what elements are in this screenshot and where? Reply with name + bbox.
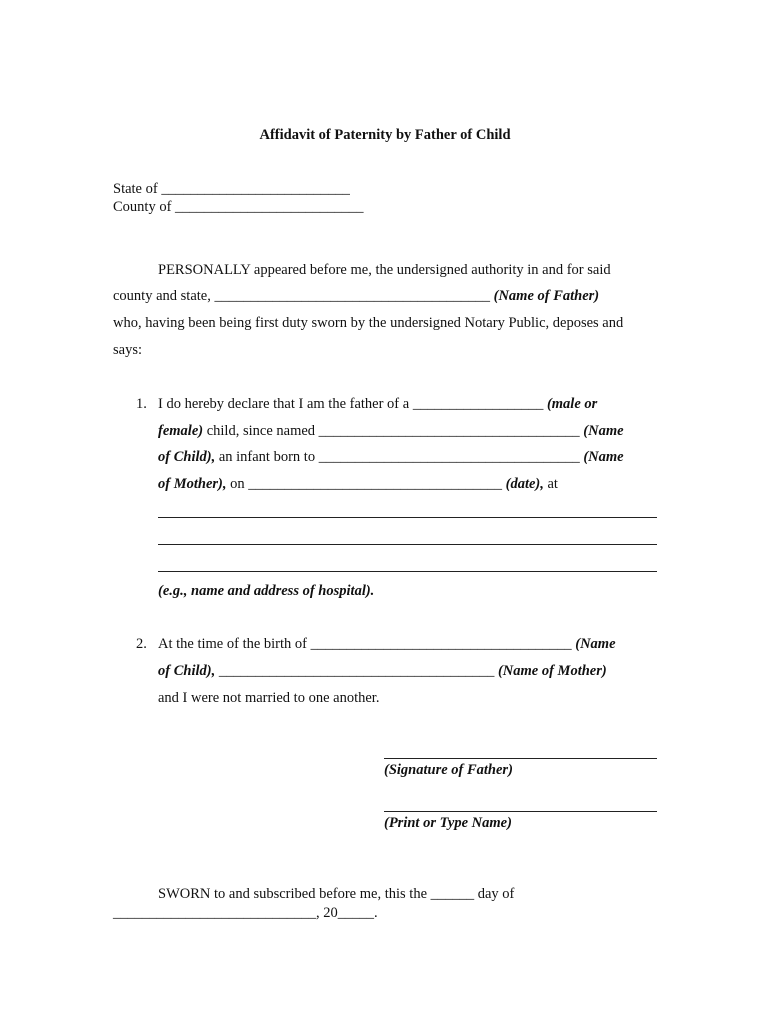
intro-line-4: says: <box>113 342 142 358</box>
hospital-blank-line <box>158 571 657 572</box>
name-of-father-label: (Name of Father) <box>493 288 600 304</box>
printed-name-line <box>384 811 657 812</box>
sworn-line-2: ____________________________, 20_____. <box>113 905 378 921</box>
intro-line-1: PERSONALLY appeared before me, the undersigned authority in and for said <box>158 262 611 278</box>
item-1-line-1: I do hereby declare that I am the father of a __________________ (male or <box>158 396 598 412</box>
hospital-hint: (e.g., name and address of hospital). <box>158 583 375 599</box>
item-2-line-1: At the time of the birth of ____________________________________ (Name <box>158 636 616 652</box>
hospital-blank-line <box>158 544 657 545</box>
county-line: County of __________________________ <box>113 199 364 215</box>
item-1-line-4: of Mother), on ___________________________________ (date), at <box>158 476 558 492</box>
item-1-number: 1. <box>136 396 147 412</box>
signature-of-father-label: (Signature of Father) <box>384 762 513 778</box>
item-2-number: 2. <box>136 636 147 652</box>
item-1-line-2: female) child, since named ____________________________________ (Name <box>158 423 624 439</box>
document-title: Affidavit of Paternity by Father of Child <box>259 127 511 143</box>
item-1-line-3: of Child), an infant born to ____________________________________ (Name <box>158 449 624 465</box>
sworn-line-1: SWORN to and subscribed before me, this the ______ day of <box>158 886 515 902</box>
father-signature-line <box>384 758 657 759</box>
intro-line-3: who, having been being first duty sworn by the undersigned Notary Public, deposes and <box>113 315 624 331</box>
intro-line-2: county and state, ______________________________________ (Name of Father) <box>113 288 600 304</box>
state-line: State of __________________________ <box>113 181 350 197</box>
hospital-blank-line <box>158 517 657 518</box>
print-or-type-name-label: (Print or Type Name) <box>384 815 512 831</box>
item-2-line-3: and I were not married to one another. <box>158 690 380 706</box>
item-2-line-2: of Child), ______________________________________ (Name of Mother) <box>158 663 607 679</box>
